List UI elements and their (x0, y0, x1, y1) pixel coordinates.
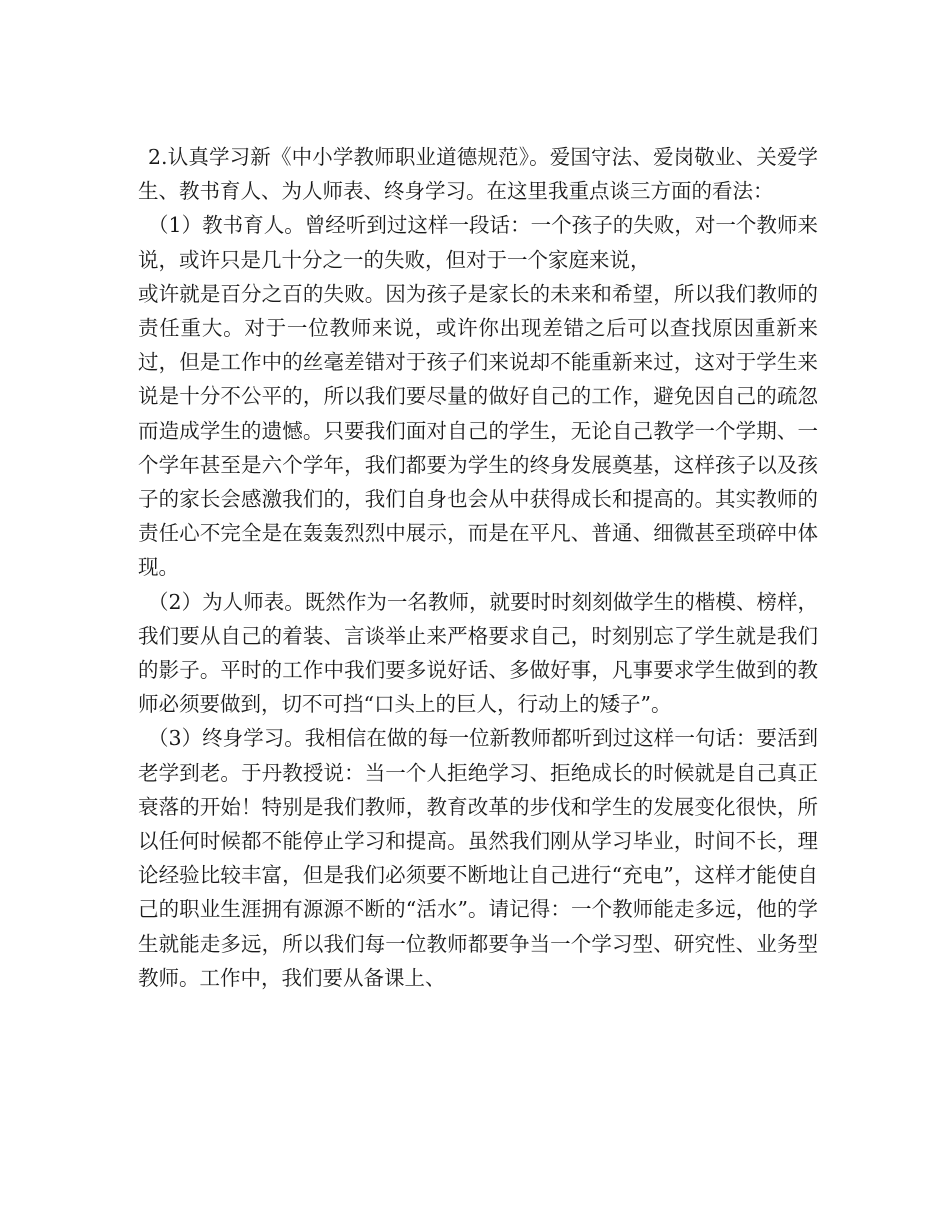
paragraph-teaching-intro: （1）教书育人。曾经听到过这样一段话：一个孩子的失败，对一个教师来说，或许只是几十分之一的失败，但对于一个家庭来说， (138, 213, 818, 272)
paragraph-lifelong-learning: （3）终身学习。我相信在做的每一位新教师都听到过这样一句话：要活到老学到老。于丹教授说：当一个人拒绝学习、拒绝成长的时候就是自己真正衰落的开始！特别是我们教师，教育改革的步伐和学生的发展变化很快，所以任何时候都不能停止学习和提高。虽然我们刚从学习毕业，时间不长，理论经验比较丰富，但是我们必须要不断地让自己进行“充电”，这样才能使自己的职业生涯拥有源源不断的“活水”。请记得：一个教师能走多远，他的学生就能走多远，所以我们每一位教师都要争当一个学习型、研究性、业务型教师。工作中，我们要从备课上、 (138, 726, 818, 990)
paragraph-role-model: （2）为人师表。既然作为一名教师，就要时时刻刻做学生的楷模、榜样，我们要从自己的着装、言谈举止来严格要求自己，时刻别忘了学生就是我们的影子。平时的工作中我们要多说好话、多做好事，凡事要求学生做到的教师必须要做到，切不可挡“口头上的巨人，行动上的矮子”。 (138, 589, 818, 717)
paragraph-teaching-body: 或许就是百分之百的失败。因为孩子是家长的未来和希望，所以我们教师的责任重大。对于一位教师来说，或许你出现差错之后可以查找原因重新来过，但是工作中的丝毫差错对于孩子们来说却不能重新来过，这对于学生来说是十分不公平的，所以我们要尽量的做好自己的工作，避免因自己的疏忽而造成学生的遗憾。只要我们面对自己的学生，无论自己教学一个学期、一个学年甚至是六个学年，我们都要为学生的终身发展奠基，这样孩子以及孩子的家长会感激我们的，我们自身也会从中获得成长和提高的。其实教师的责任心不完全是在轰轰烈烈中展示，而是在平凡、普通、细微甚至琐碎中体现。 (138, 281, 818, 580)
document-page (138, 140, 818, 995)
paragraph-study-norms: 2.认真学习新《中小学教师职业道德规范》。爱国守法、爱岗敬业、关爱学生、教书育人、为人师表、终身学习。在这里我重点谈三方面的看法： (138, 145, 818, 204)
